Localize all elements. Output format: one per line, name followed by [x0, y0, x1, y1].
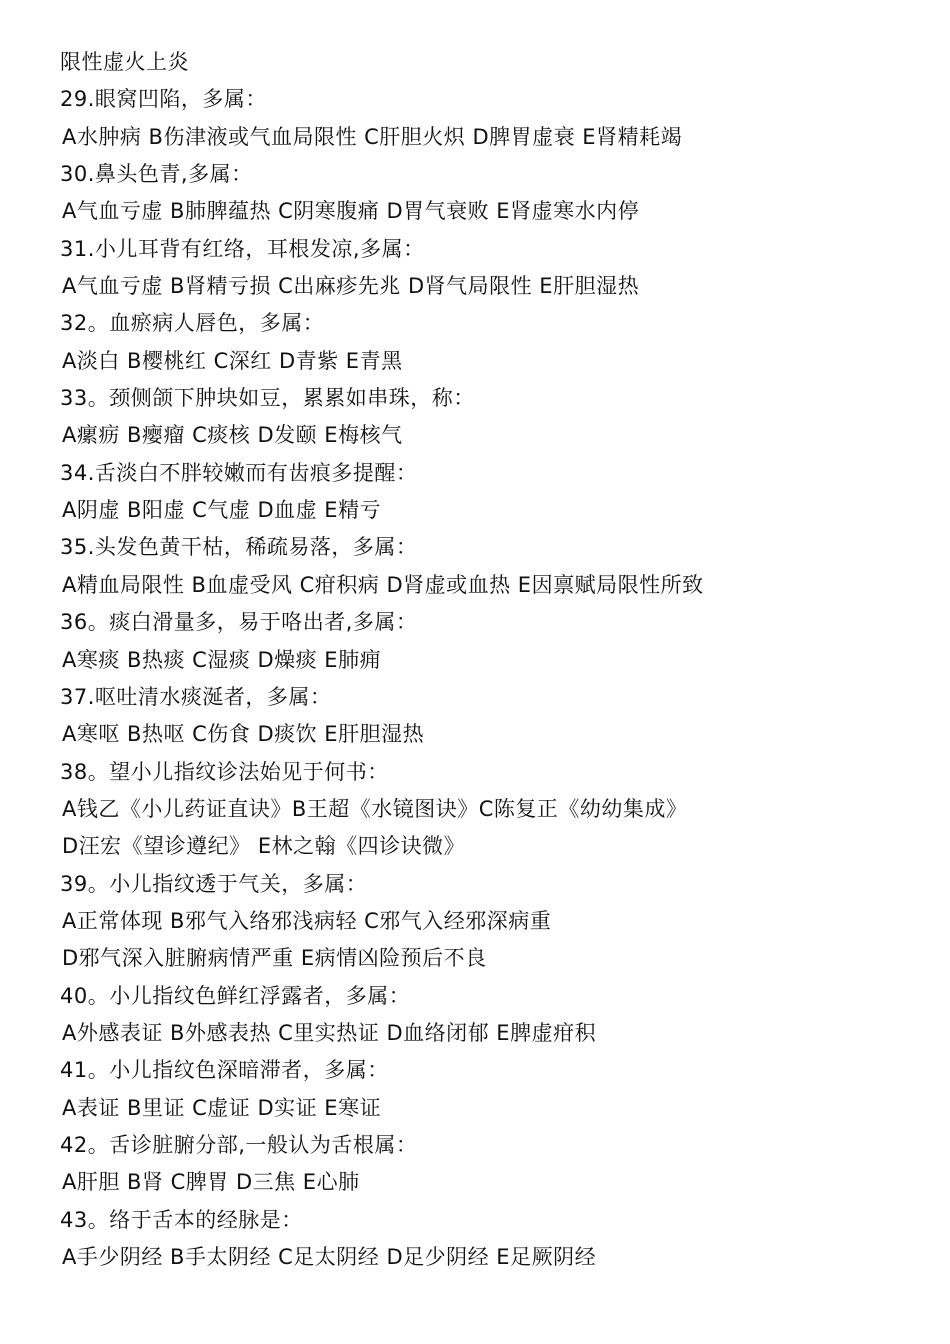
question-line: 30.鼻头色青,多属： [60, 162, 253, 187]
question-line: 40。小儿指纹色鲜红浮露者，多属： [60, 983, 411, 1008]
question-line: 39。小儿指纹透于气关，多属： [60, 871, 368, 896]
options-line: A钱乙《小儿药证直诀》B王超《水镜图诀》C陈复正《幼幼集成》 [62, 796, 688, 821]
options-line: A气血亏虚 B肺脾蕴热 C阴寒腹痛 D胃气衰败 E肾虚寒水内停 [62, 199, 640, 224]
question-line: 36。痰白滑量多，易于咯出者,多属： [60, 610, 418, 635]
question-line: 31.小儿耳背有红络，耳根发凉,多属： [60, 236, 425, 261]
options-line: A寒痰 B热痰 C湿痰 D燥痰 E肺痈 [62, 647, 382, 672]
options-line: A水肿病 B伤津液或气血局限性 C肝胆火炽 D脾胃虚衰 E肾精耗竭 [62, 124, 683, 149]
question-line: 33。颈侧颌下肿块如豆，累累如串珠，称： [60, 386, 475, 411]
options-line: A瘰疬 B瘿瘤 C痰核 D发颐 E梅核气 [62, 423, 403, 448]
options-line: D汪宏《望诊遵纪》 E林之翰《四诊诀微》 [62, 834, 466, 859]
options-line: A气血亏虚 B肾精亏损 C出麻疹先兆 D肾气局限性 E肝胆湿热 [62, 274, 640, 299]
question-line: 35.头发色黄干枯，稀疏易落，多属： [60, 535, 418, 560]
options-line: A寒呕 B热呕 C伤食 D痰饮 E肝胆湿热 [62, 722, 425, 747]
document-body [60, 44, 930, 1276]
question-line: 38。望小儿指纹诊法始见于何书： [60, 759, 389, 784]
options-line: A精血局限性 B血虚受风 C疳积病 D肾虚或血热 E因禀赋局限性所致 [62, 572, 704, 597]
question-line: 34.舌淡白不胖较嫩而有齿痕多提醒： [60, 460, 418, 485]
options-line: A阴虚 B阳虚 C气虚 D血虚 E精亏 [62, 498, 382, 523]
question-line: 37.呕吐清水痰涎者，多属： [60, 684, 332, 709]
question-line: 41。小儿指纹色深暗滞者，多属： [60, 1058, 389, 1083]
question-line: 43。络于舌本的经脉是： [60, 1207, 303, 1232]
text-line: 限性虚火上炎 [60, 50, 189, 74]
options-line: A表证 B里证 C虚证 D实证 E寒证 [62, 1095, 382, 1120]
options-line: A正常体现 B邪气入络邪浅病轻 C邪气入经邪深病重 [62, 908, 552, 933]
options-line: A外感表证 B外感表热 C里实热证 D血络闭郁 E脾虚疳积 [62, 1020, 597, 1045]
options-line: A手少阴经 B手太阴经 C足太阴经 D足少阴经 E足厥阴经 [62, 1245, 597, 1269]
question-line: 42。舌诊脏腑分部,一般认为舌根属： [60, 1132, 418, 1157]
options-line: A淡白 B樱桃红 C深红 D青紫 E青黑 [62, 348, 403, 373]
question-line: 29.眼窝凹陷，多属： [60, 87, 267, 112]
options-line: D邪气深入脏腑病情严重 E病情凶险预后不良 [62, 946, 487, 971]
options-line: A肝胆 B肾 C脾胃 D三焦 E心肺 [62, 1170, 360, 1195]
question-line: 32。血瘀病人唇色，多属： [60, 311, 325, 336]
